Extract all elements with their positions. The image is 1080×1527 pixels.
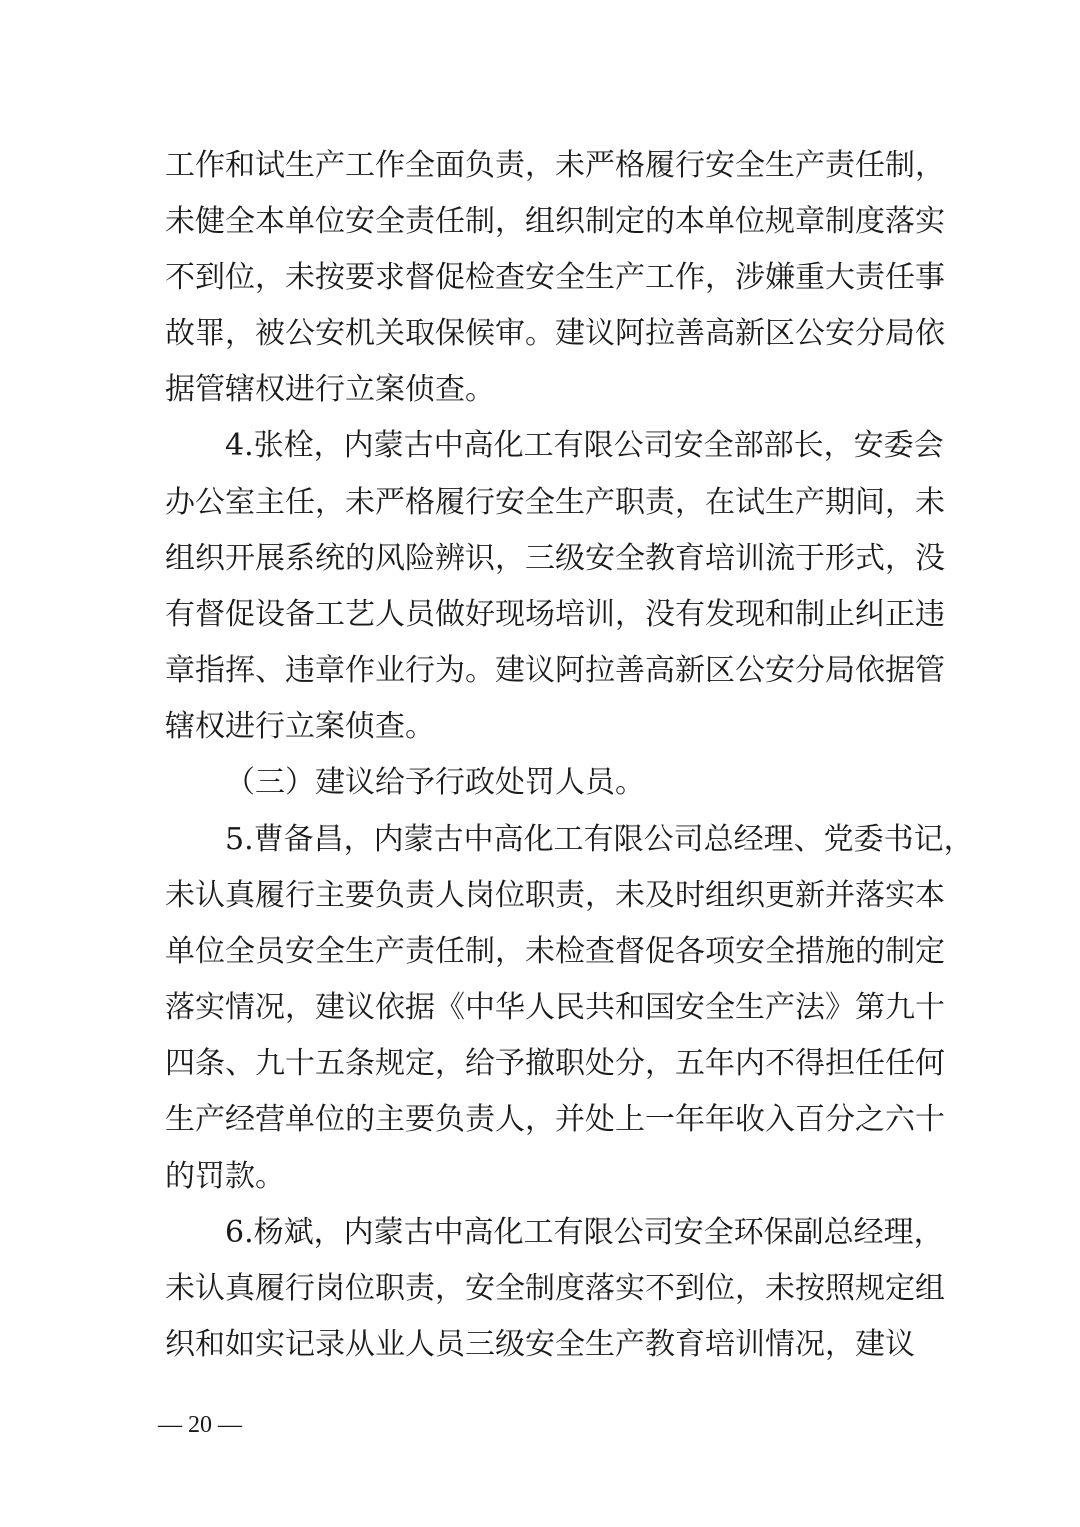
paragraph-5-start: 5.曹备昌，内蒙古中高化工有限公司总经理、党委书记， (225, 822, 974, 857)
text-line: 工作和试生产工作全面负责，未严格履行安全生产责任制， (165, 148, 945, 183)
section-heading: （三）建议给予行政处罚人员。 (225, 765, 645, 800)
text-line: 据管辖权进行立案侦查。 (165, 372, 495, 407)
paragraph-6-start: 6.杨斌，内蒙古中高化工有限公司安全环保副总经理， (225, 1215, 944, 1250)
text-line: 章指挥、违章作业行为。建议阿拉善高新区公安分局依据管 (165, 653, 945, 688)
text-line: 未健全本单位安全责任制，组织制定的本单位规章制度落实 (165, 204, 945, 239)
page-number: — 20 — (158, 1412, 242, 1438)
text-line: 办公室主任，未严格履行安全生产职责，在试生产期间，未 (165, 485, 945, 520)
text-line: 四条、九十五条规定，给予撤职处分，五年内不得担任任何 (165, 1046, 945, 1081)
text-line: 生产经营单位的主要负责人，并处上一年年收入百分之六十 (165, 1102, 945, 1137)
text-line: 故罪，被公安机关取保候审。建议阿拉善高新区公安分局依 (165, 316, 945, 351)
text-line: 辖权进行立案侦查。 (165, 709, 435, 744)
text-line: 单位全员安全生产责任制，未检查督促各项安全措施的制定 (165, 934, 945, 969)
text-line: 有督促设备工艺人员做好现场培训，没有发现和制止纠正违 (165, 597, 945, 632)
text-line: 织和如实记录从业人员三级安全生产教育培训情况，建议 (165, 1327, 915, 1362)
text-line: 落实情况，建议依据《中华人民共和国安全生产法》第九十 (165, 990, 945, 1025)
text-line: 未认真履行主要负责人岗位职责，未及时组织更新并落实本 (165, 878, 945, 913)
text-line: 组织开展系统的风险辨识，三级安全教育培训流于形式，没 (165, 541, 945, 576)
paragraph-4-start: 4.张栓，内蒙古中高化工有限公司安全部部长，安委会 (225, 428, 944, 463)
text-line: 不到位，未按要求督促检查安全生产工作，涉嫌重大责任事 (165, 260, 945, 295)
text-line: 未认真履行岗位职责，安全制度落实不到位，未按照规定组 (165, 1271, 945, 1306)
text-line: 的罚款。 (165, 1159, 285, 1194)
